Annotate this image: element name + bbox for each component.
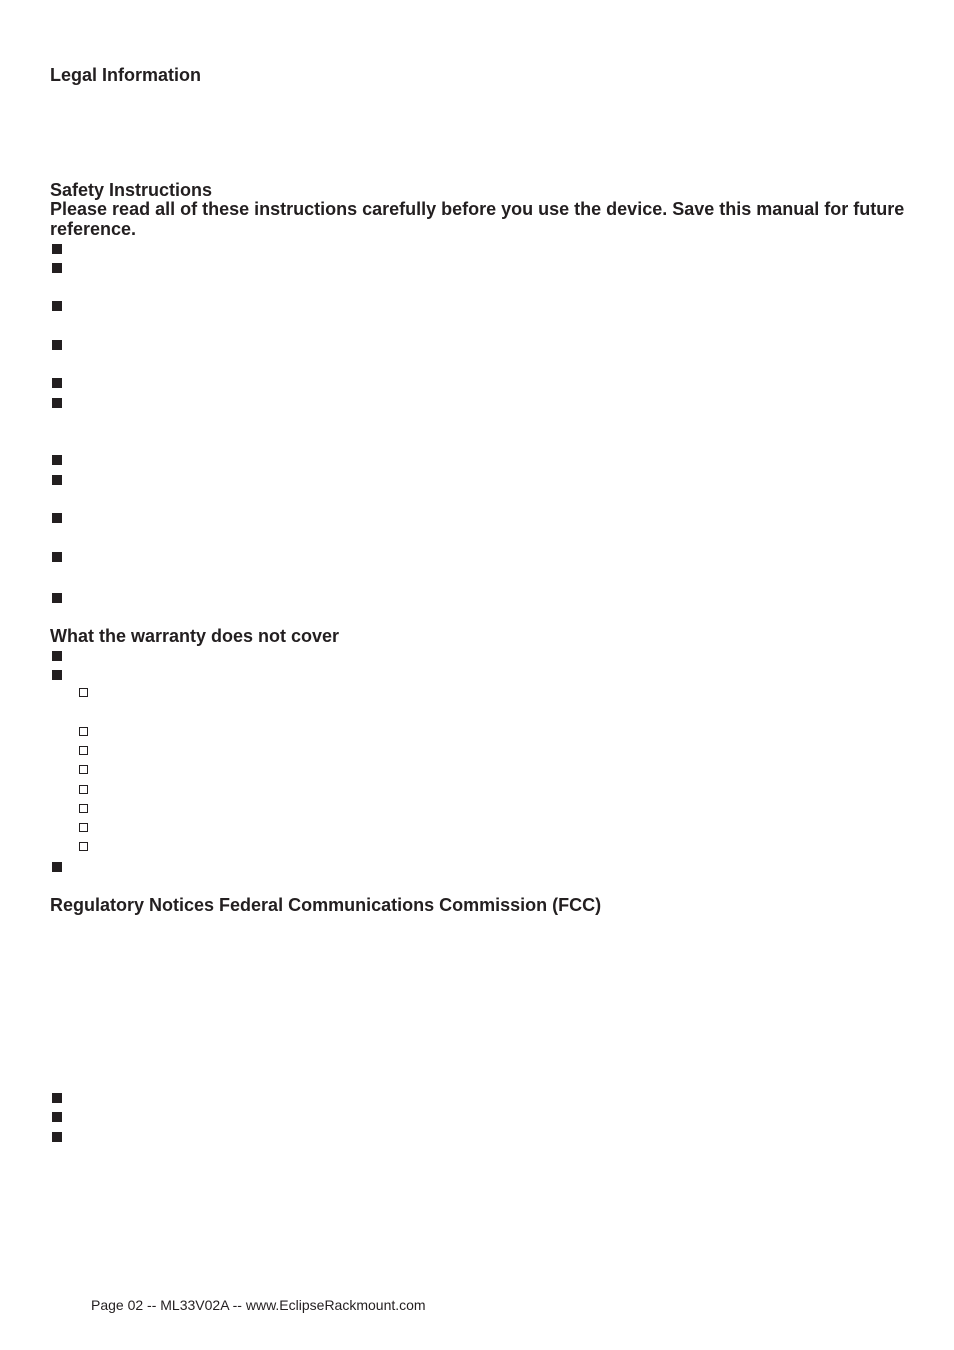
square-bullet-icon [52,340,62,350]
hollow-square-bullet-icon [79,688,88,697]
square-bullet-icon [52,1132,62,1142]
square-bullet-icon [52,513,62,523]
hollow-square-bullet-icon [79,823,88,832]
square-bullet-icon [52,244,62,254]
hollow-square-bullet-icon [79,765,88,774]
square-bullet-icon [52,455,62,465]
hollow-square-bullet-icon [79,727,88,736]
square-bullet-icon [52,263,62,273]
square-bullet-icon [52,593,62,603]
square-bullet-icon [52,552,62,562]
square-bullet-icon [52,1112,62,1122]
legal-information-heading: Legal Information [50,65,202,85]
page-footer: Page 02 -- ML33V02A -- www.EclipseRackmount.com [91,1297,426,1313]
square-bullet-icon [52,651,62,661]
square-bullet-icon [52,378,62,388]
hollow-square-bullet-icon [79,785,88,794]
square-bullet-icon [52,1093,62,1103]
square-bullet-icon [52,862,62,872]
square-bullet-icon [52,301,62,311]
warranty-heading: What the warranty does not cover [50,626,340,646]
safety-intro-text: Please read all of these instructions carefully before you use the device. Save this manual for future reference. [50,199,905,239]
regulatory-notices-heading: Regulatory Notices Federal Communications Commission (FCC) [50,895,602,915]
square-bullet-icon [52,475,62,485]
square-bullet-icon [52,670,62,680]
square-bullet-icon [52,398,62,408]
hollow-square-bullet-icon [79,804,88,813]
safety-instructions-heading: Safety Instructions [50,180,213,200]
hollow-square-bullet-icon [79,842,88,851]
hollow-square-bullet-icon [79,746,88,755]
